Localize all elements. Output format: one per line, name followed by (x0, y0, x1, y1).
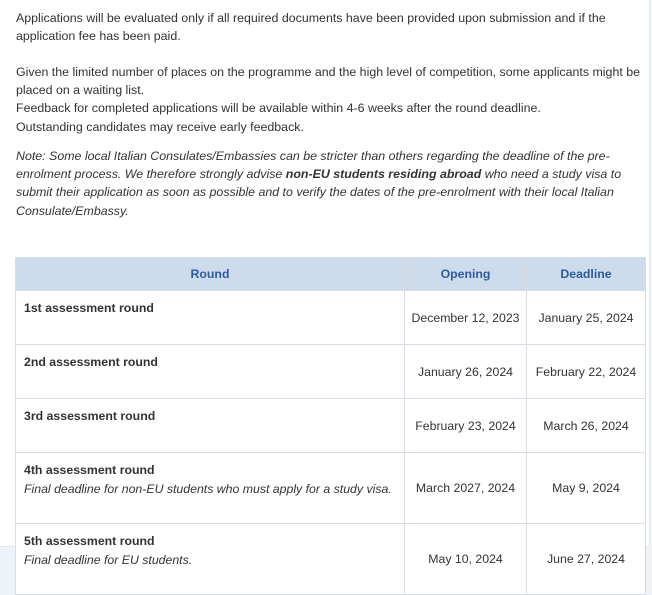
table-row (16, 291, 646, 345)
table-row (16, 345, 646, 399)
table-header-row (16, 258, 646, 291)
round-cell (16, 524, 405, 595)
deadline-date: March 26, 2024 (527, 399, 646, 453)
note-text-start: Note: Some local Italian Consulates/Embassies can be stricter than others regarding the deadline of the pre-enrolment process. We therefore strongly advise (16, 149, 610, 182)
note-emphasis: non-EU students residing abroad (285, 167, 482, 182)
deadline-date: May 9, 2024 (527, 453, 646, 524)
round-name: 1st assessment round (24, 301, 154, 315)
round-name: 5th assessment round (24, 534, 155, 548)
intro-paragraph-waiting-list: Given the limited number of places on the programme and the high level of competition, some applicants might be placed on a waiting list. (16, 65, 641, 97)
header-opening: Opening (405, 258, 527, 291)
deadline-date: February 22, 2024 (527, 345, 646, 399)
assessment-rounds-table (15, 257, 646, 595)
opening-date: February 23, 2024 (405, 399, 527, 453)
round-note: Final deadline for EU students. (24, 553, 193, 567)
consulate-note (16, 147, 628, 220)
opening-date: May 10, 2024 (405, 524, 527, 595)
opening-date: March 2027, 2024 (405, 453, 527, 524)
round-name: 4th assessment round (24, 463, 155, 477)
intro-paragraph-early-feedback: Outstanding candidates may receive early feedback. (16, 120, 304, 134)
opening-date: January 26, 2024 (405, 345, 527, 399)
table-row (16, 524, 646, 595)
round-name: 3rd assessment round (24, 409, 156, 423)
intro-paragraph-feedback: Feedback for completed applications will be available within 4-6 weeks after the round deadline. (16, 101, 541, 115)
deadline-date: January 25, 2024 (527, 291, 646, 345)
intro-paragraph-documents: Applications will be evaluated only if all required documents have been provided upon submission and if the application fee has been paid. (16, 11, 606, 43)
round-cell (16, 345, 405, 399)
opening-date: December 12, 2023 (405, 291, 527, 345)
round-cell (16, 453, 405, 524)
round-name: 2nd assessment round (24, 355, 158, 369)
note-text-end: who need a study visa to submit their application as soon as possible and to verify the dates of the pre-enrolment with their local Italian Consulate/Embassy. (16, 167, 622, 218)
header-deadline: Deadline (527, 258, 646, 291)
table-row (16, 453, 646, 524)
round-note: Final deadline for non-EU students who must apply for a study visa. (24, 482, 392, 496)
table-row (16, 399, 646, 453)
header-round: Round (16, 258, 405, 291)
round-cell (16, 399, 405, 453)
round-cell (16, 291, 405, 345)
deadline-date: June 27, 2024 (527, 524, 646, 595)
